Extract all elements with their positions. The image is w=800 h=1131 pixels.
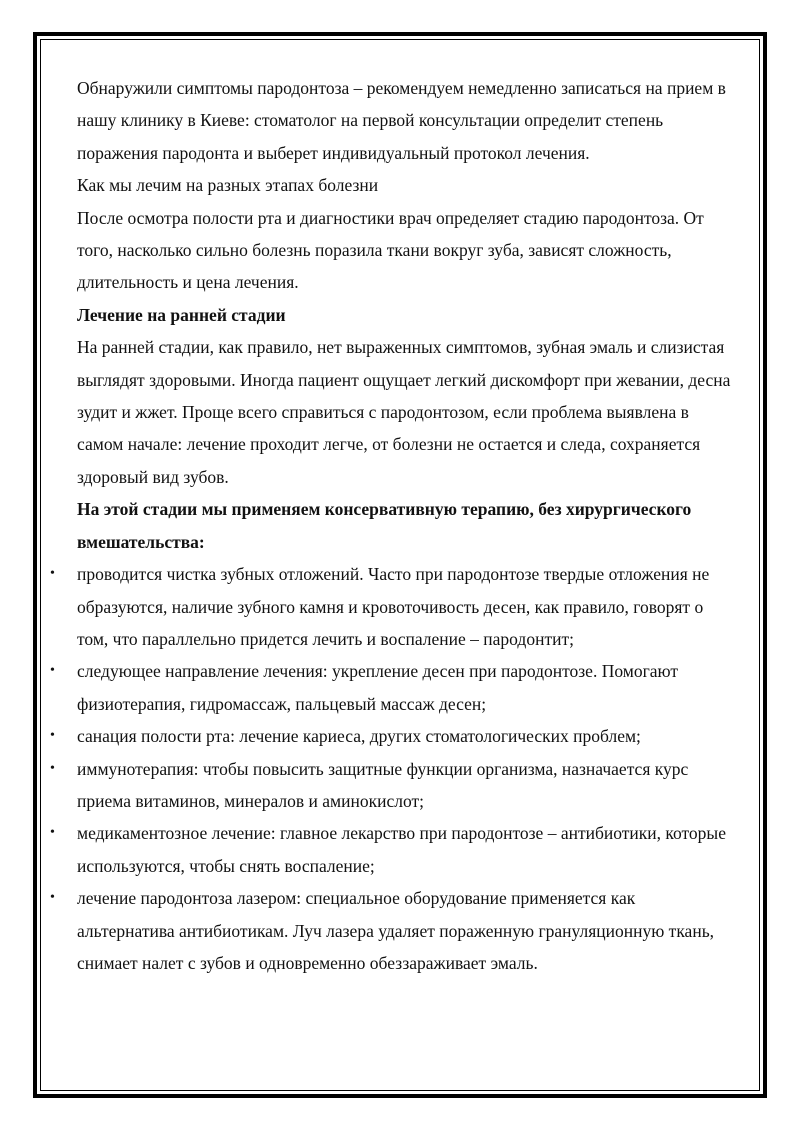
treatment-list [50, 558, 737, 979]
list-item [50, 817, 737, 882]
bullet-icon: • [50, 760, 55, 776]
bullet-icon: • [50, 663, 55, 679]
list-item [50, 882, 737, 979]
list-item [50, 558, 737, 655]
list-item-text: лечение пародонтоза лазером: специальное оборудование применяется как альтернатива антибиотикам. Луч лазера удаляет пораженную грануляционную ткань, снимает налет с зубов и одновременно обеззараживает эмаль. [77, 888, 715, 973]
list-item-text: следующее направление лечения: укрепление десен при пародонтозе. Помогают физиотерапия, гидромассаж, пальцевый массаж десен; [77, 661, 679, 714]
early-stage-paragraph: На ранней стадии, как правило, нет выраженных симптомов, зубная эмаль и слизистая выглядят здоровыми. Иногда пациент ощущает легкий дискомфорт при жевании, десна зудит и жжет. Проще всего справиться с пародонтозом, если проблема выявлена в самом начале: лечение проходит легче, от болезни не остается и следа, сохраняется здоровый вид зубов. [77, 337, 731, 487]
bullet-icon: • [50, 825, 55, 841]
list-item-text: медикаментозное лечение: главное лекарство при пародонтозе – антибиотики, которые используются, чтобы снять воспаление; [77, 823, 726, 876]
bullet-icon: • [50, 890, 55, 906]
bullet-icon: • [50, 728, 55, 744]
list-item [50, 753, 737, 818]
bullet-icon: • [50, 566, 55, 582]
list-item-text: проводится чистка зубных отложений. Часто при пародонтозе твердые отложения не образуются, наличие зубного камня и кровоточивость десен, как правило, говорят о том, что параллельно придется лечить и воспаление – пародонтит; [77, 564, 710, 649]
list-item [50, 655, 737, 720]
list-item [50, 720, 737, 752]
section-title-stages: Как мы лечим на разных этапах болезни [77, 175, 379, 196]
intro-paragraph: Обнаружили симптомы пародонтоза – рекомендуем немедленно записаться на прием в нашу клинику в Киеве: стоматолог на первой консультации определит степень поражения пародонта и выберет индивидуальный протокол лечения. [77, 78, 726, 163]
therapy-heading: На этой стадии мы применяем консервативную терапию, без хирургического вмешательства: [77, 499, 692, 552]
list-item-text: санация полости рта: лечение кариеса, других стоматологических проблем; [77, 726, 641, 747]
diagnosis-paragraph: После осмотра полости рта и диагностики врач определяет стадию пародонтоза. От того, насколько сильно болезнь поразила ткани вокруг зуба, зависят сложность, длительность и цена лечения. [77, 207, 704, 293]
document-body [50, 72, 737, 979]
list-item-text: иммунотерапия: чтобы повысить защитные функции организма, назначается курс приема витаминов, минералов и аминокислот; [77, 758, 689, 811]
early-stage-heading: Лечение на ранней стадии [77, 304, 286, 325]
